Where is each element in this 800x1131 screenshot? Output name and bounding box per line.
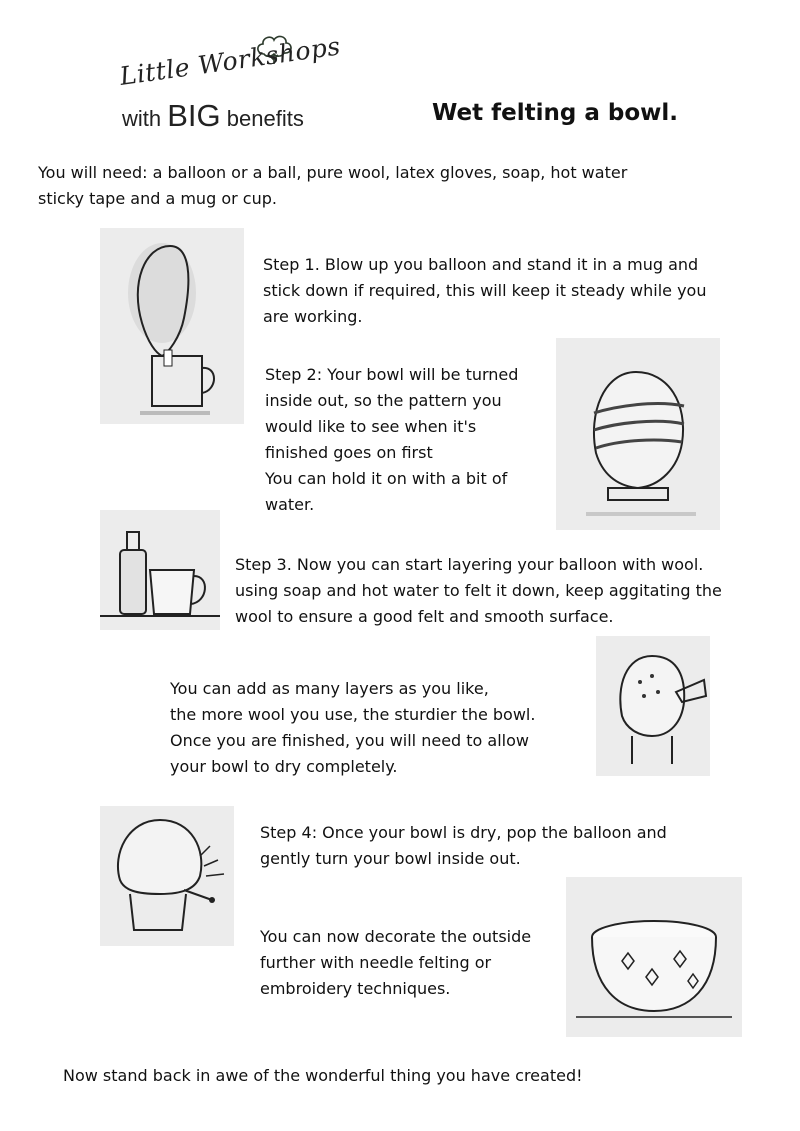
text-line: the more wool you use, the sturdier the bowl.: [170, 705, 536, 724]
balloon-in-mug-photo: [100, 228, 244, 424]
text-line: You can now decorate the outside: [260, 927, 532, 946]
decorate-text: [260, 924, 570, 1002]
text-line: water.: [265, 495, 315, 514]
text-line: Step 1. Blow up you balloon and stand it in a mug and: [263, 255, 699, 274]
logo-line2: [122, 98, 304, 134]
text-line: You can add as many layers as you like,: [170, 679, 489, 698]
you-will-need: [38, 160, 738, 212]
text-line: You can hold it on with a bit of: [265, 469, 508, 488]
logo: [117, 31, 358, 134]
finished-bowl-photo: [566, 877, 742, 1037]
logo-big: BIG: [167, 98, 221, 133]
step3-text: [235, 552, 785, 630]
felting-hand-photo: [596, 636, 710, 776]
text-line: stick down if required, this will keep it steady while you: [263, 281, 707, 300]
balloon-pattern-photo: [556, 338, 720, 530]
layers-text: [170, 676, 590, 780]
text-line: inside out, so the pattern you: [265, 391, 502, 410]
page-title: Wet felting a bowl.: [432, 100, 679, 126]
text-line: your bowl to dry completely.: [170, 757, 398, 776]
text-line: further with needle felting or: [260, 953, 492, 972]
text-line: Step 4: Once your bowl is dry, pop the balloon and: [260, 823, 667, 842]
text-line: using soap and hot water to felt it down, keep aggitating the: [235, 581, 722, 600]
soap-and-jug-photo: [100, 510, 220, 630]
text-line: finished goes on first: [265, 443, 433, 462]
text-line: Once you are finished, you will need to allow: [170, 731, 529, 750]
logo-with: with: [122, 106, 162, 131]
you-will-need-line: sticky tape and a mug or cup.: [38, 189, 277, 208]
text-line: would like to see when it's: [265, 417, 477, 436]
text-line: Step 3. Now you can start layering your balloon with wool.: [235, 555, 704, 574]
text-line: wool to ensure a good felt and smooth surface.: [235, 607, 614, 626]
pop-balloon-photo: [100, 806, 234, 946]
step4-text: [260, 820, 740, 872]
logo-benefits: benefits: [226, 106, 304, 131]
text-line: embroidery techniques.: [260, 979, 451, 998]
logo-line1: Little Workshops: [117, 31, 343, 91]
text-line: are working.: [263, 307, 363, 326]
text-line: Step 2: Your bowl will be turned: [265, 365, 519, 384]
text-line: gently turn your bowl inside out.: [260, 849, 521, 868]
closing-text: Now stand back in awe of the wonderful thing you have created!: [63, 1066, 583, 1085]
step2-text: [265, 362, 555, 518]
step1-text: [263, 252, 783, 330]
you-will-need-line: You will need: a balloon or a ball, pure wool, latex gloves, soap, hot water: [38, 163, 628, 182]
